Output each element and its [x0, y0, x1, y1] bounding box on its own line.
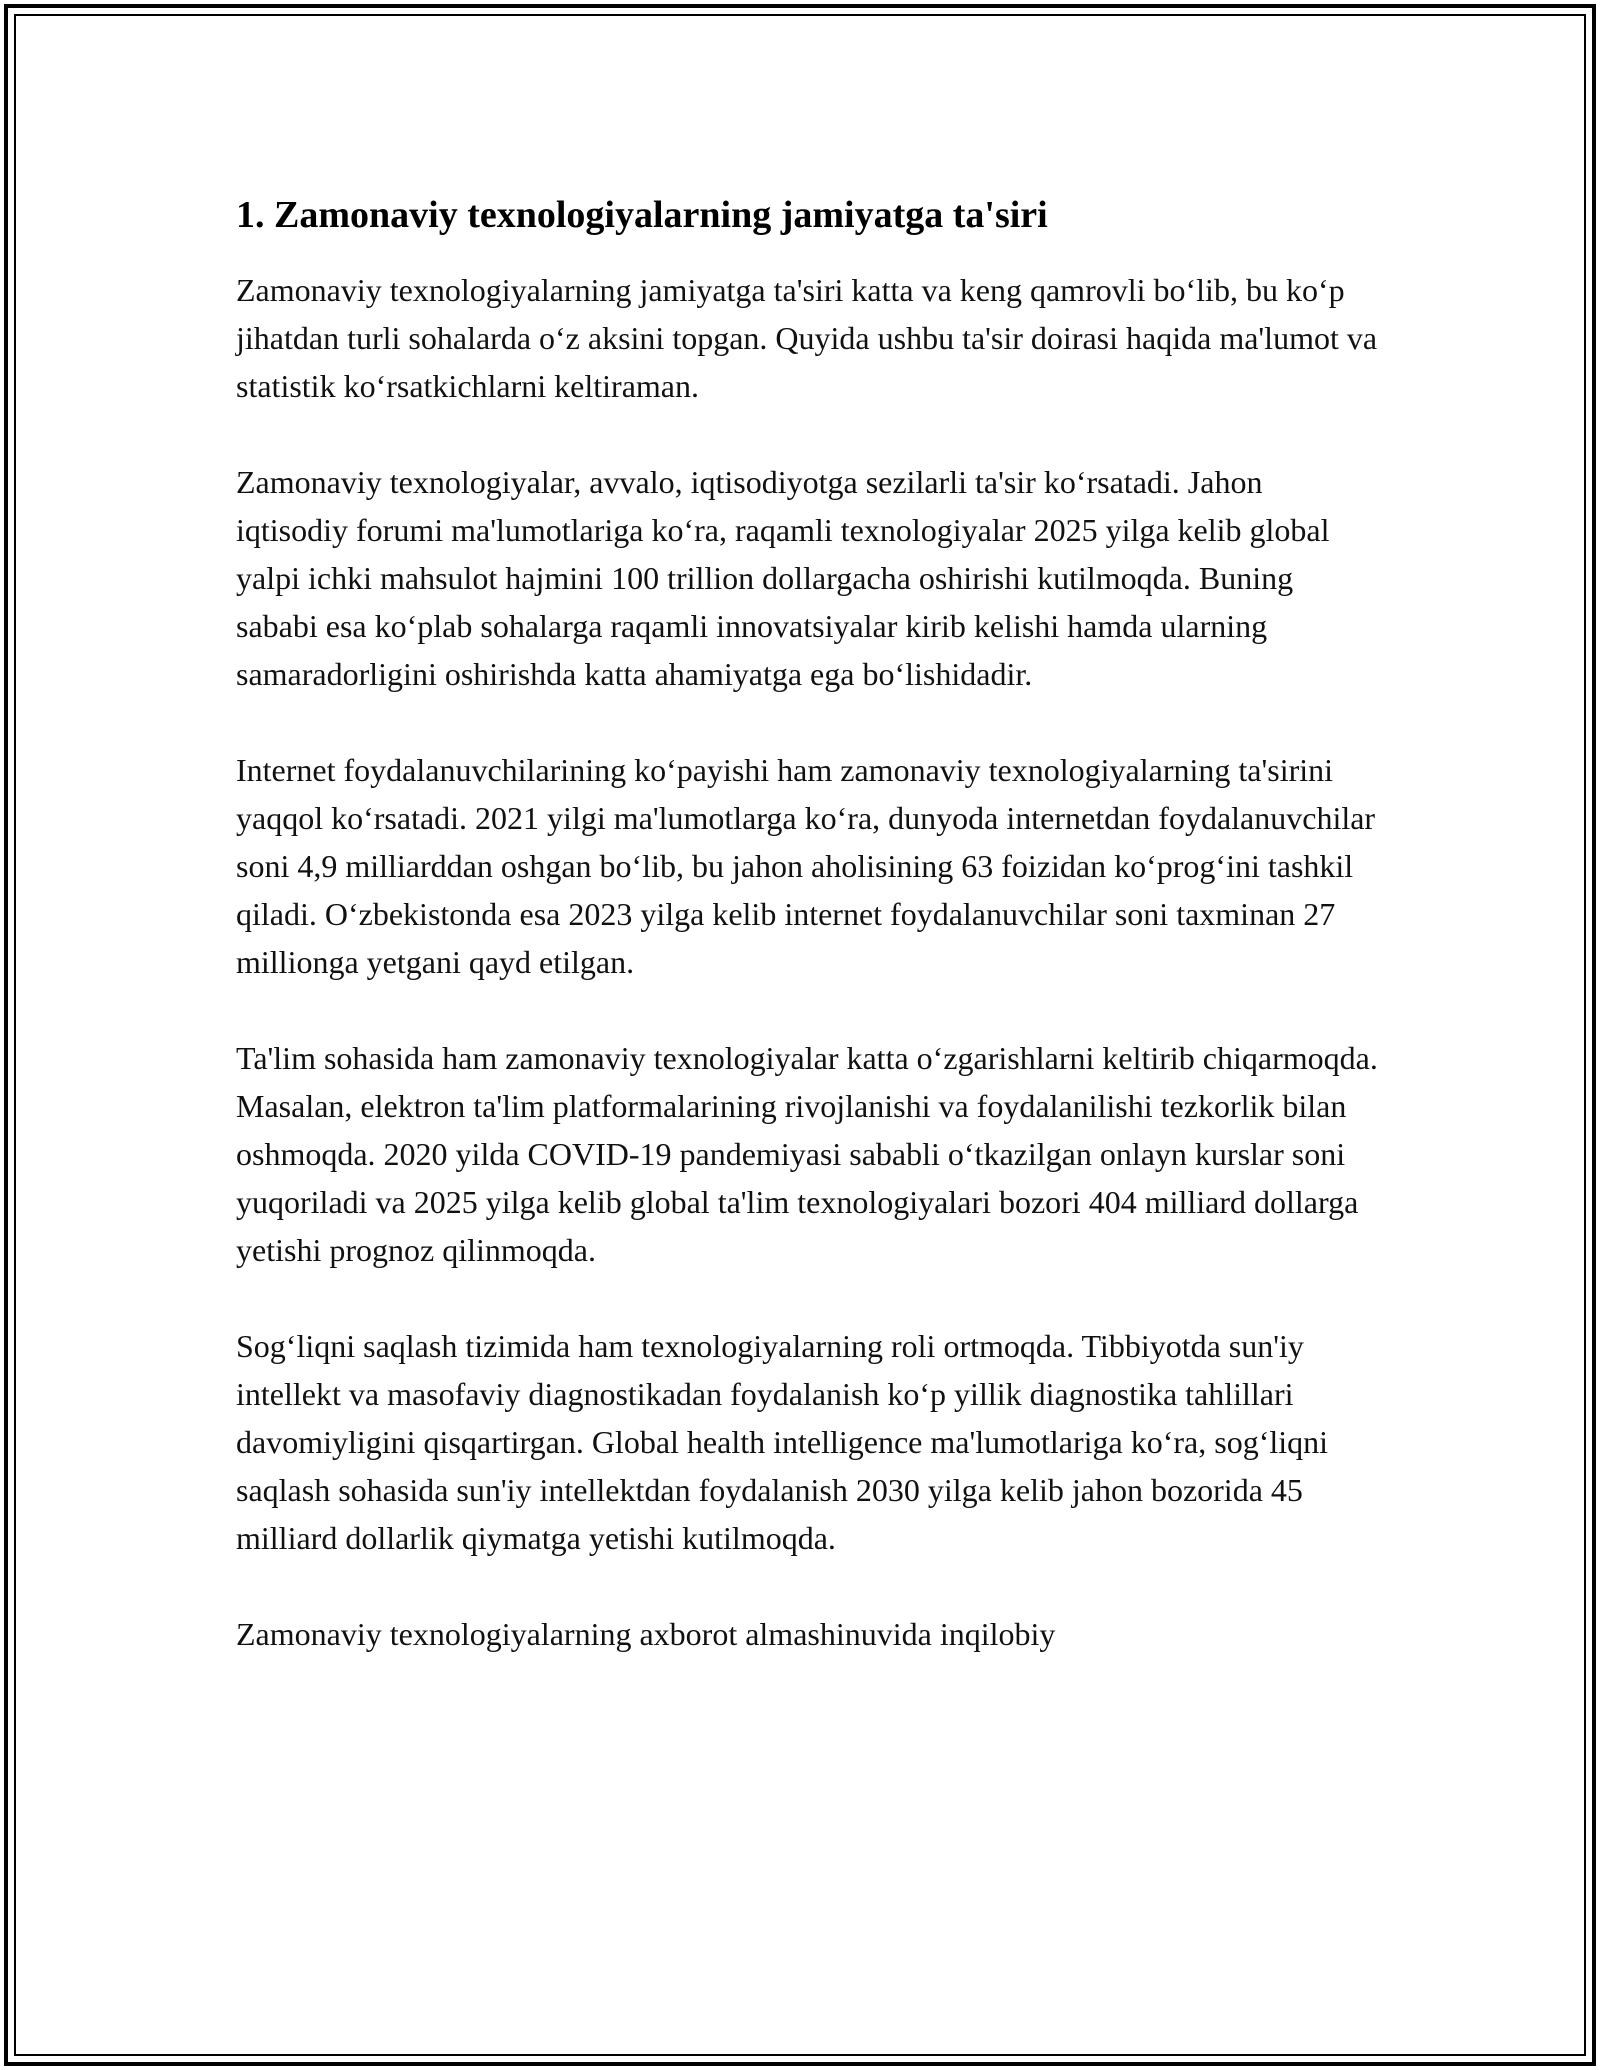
paragraph-internet: Internet foydalanuvchilarining ko‘payishi ham zamonaviy texnologiyalarning ta'sirini yaqqol ko‘rsatadi. 2021 yilgi ma'lumotlarga ko‘ra, dunyoda internetdan foydalanuvchilar soni 4,9 milliarddan oshgan bo‘lib, bu jahon aholisining 63 foizidan ko‘prog‘ini tashkil qiladi. O‘zbekistonda esa 2023 yilga kelib internet foydalanuvchilar soni taxminan 27 millionga yetgani qayd etilgan. — [236, 752, 1376, 980]
paragraph-healthcare: Sog‘liqni saqlash tizimida ham texnologiyalarning roli ortmoqda. Tibbiyotda sun'iy intellekt va masofaviy diagnostikadan foydalanish ko‘p yillik diagnostika tahlillari davomiyligini qisqartirgan. Global health intelligence ma'lumotlariga ko‘ra, sog‘liqni saqlash sohasida sun'iy intellektdan foydalanish 2030 yilga kelib jahon bozorida 45 milliard dollarlik qiymatga yetishi kutilmoqda. — [236, 1328, 1329, 1556]
document-body — [236, 188, 1382, 1706]
document-title: 1. Zamonaviy texnologiyalarning jamiyatga ta'siri — [236, 194, 1048, 236]
paragraph-education: Ta'lim sohasida ham zamonaviy texnologiyalar katta o‘zgarishlarni keltirib chiqarmoqda. Masalan, elektron ta'lim platformalarining rivojlanishi va foydalanilishi tezkorlik bilan oshmoqda. 2020 yilda COVID-19 pandemiyasi sababli o‘tkazilgan onlayn kurslar soni yuqoriladi va 2025 yilga kelib global ta'lim texnologiyalari bozori 404 milliard dollarga yetishi prognoz qilinmoqda. — [236, 1040, 1378, 1268]
paragraph-intro: Zamonaviy texnologiyalarning jamiyatga ta'siri katta va keng qamrovli bo‘lib, bu ko‘p jihatdan turli sohalarda o‘z aksini topgan. Quyida ushbu ta'sir doirasi haqida ma'lumot va statistik ko‘rsatkichlarni keltiraman. — [236, 272, 1378, 404]
paragraph-economy: Zamonaviy texnologiyalar, avvalo, iqtisodiyotga sezilarli ta'sir ko‘rsatadi. Jahon iqtisodiy forumi ma'lumotlariga ko‘ra, raqamli texnologiyalar 2025 yilga kelib global yalpi ichki mahsulot hajmini 100 trillion dollargacha oshirishi kutilmoqda. Buning sababi esa ko‘plab sohalarga raqamli innovatsiyalar kirib kelishi hamda ularning samaradorligini oshirishda katta ahamiyatga ega bo‘lishidadir. — [236, 464, 1330, 692]
paragraph-information-exchange: Zamonaviy texnologiyalarning axborot almashinuvida inqilobiy — [236, 1616, 1056, 1652]
